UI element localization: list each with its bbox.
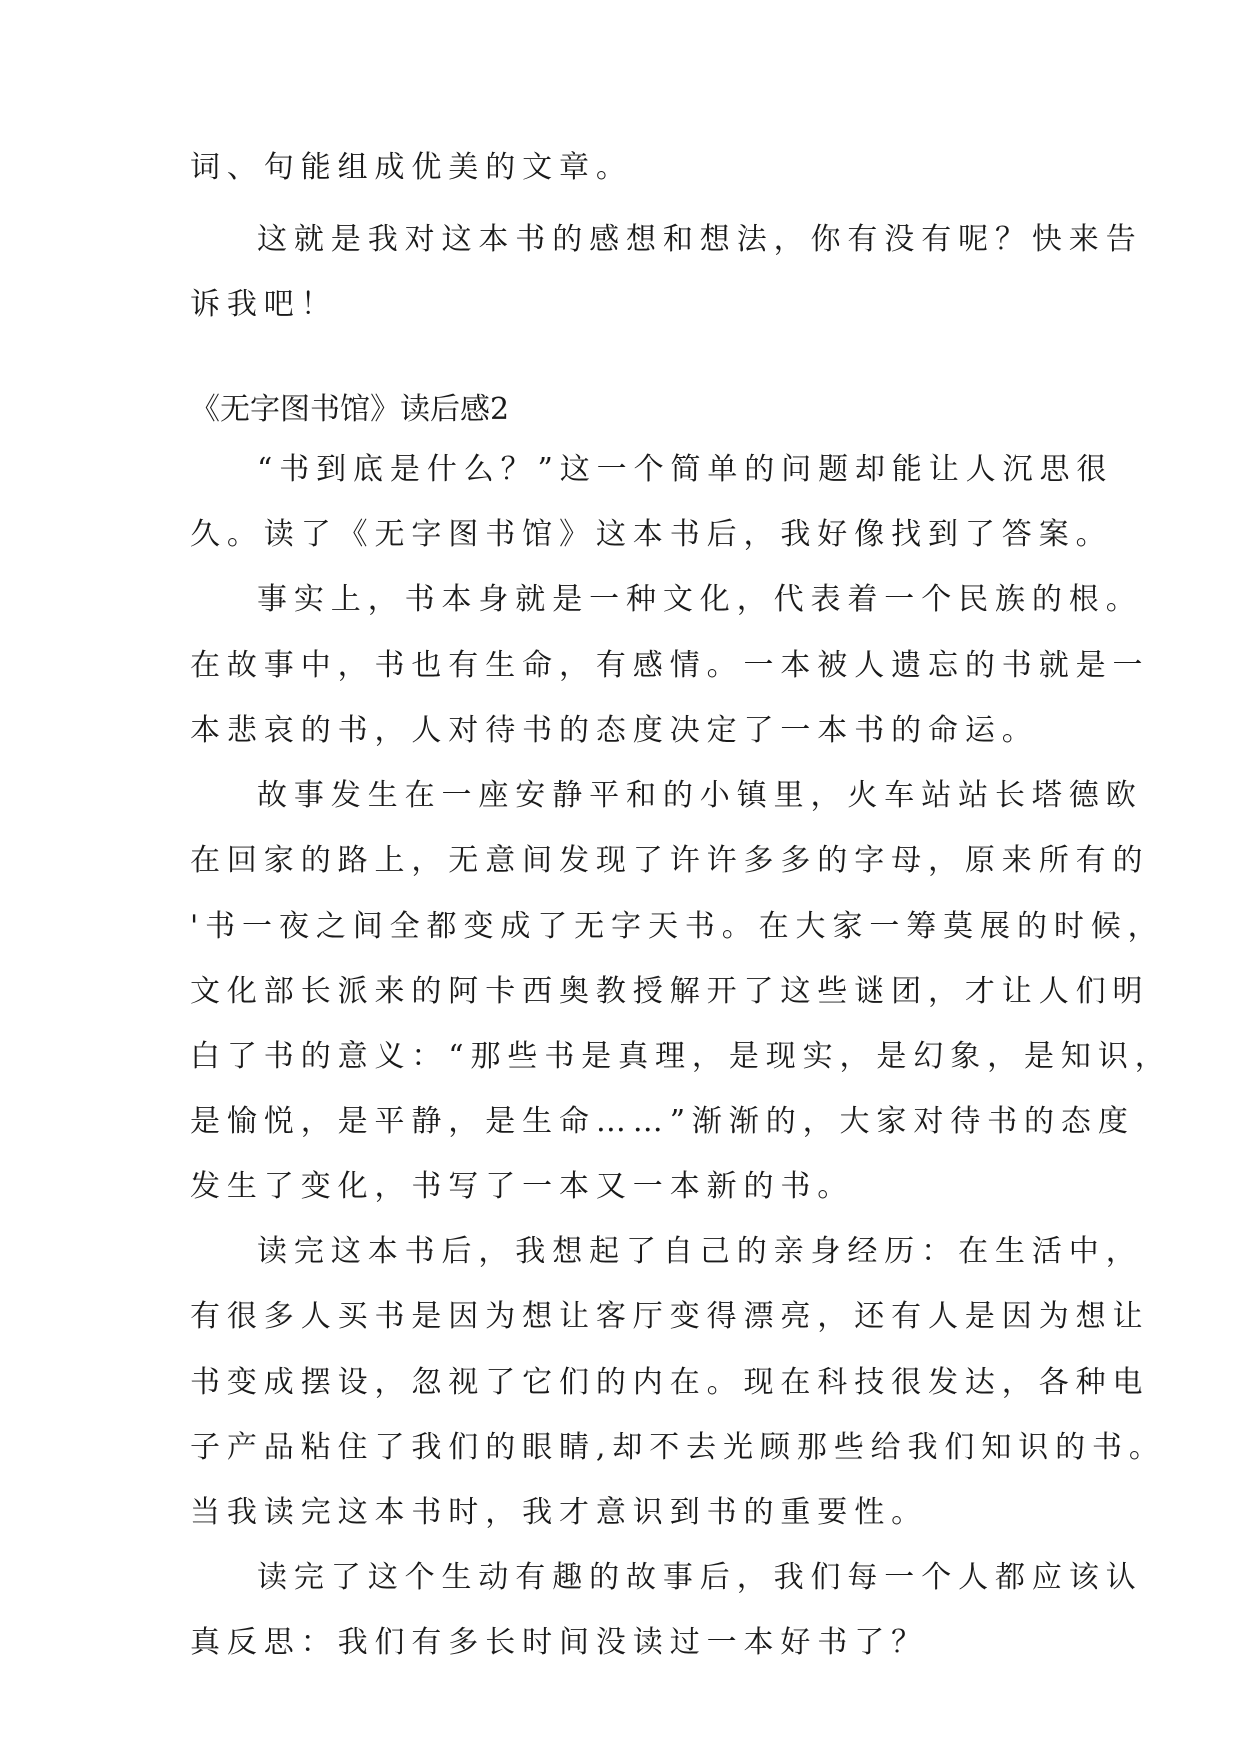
paragraph-line: 词、句能组成优美的文章。 xyxy=(190,150,633,185)
paragraph-line: 真反思：我们有多长时间没读过一本好书了？ xyxy=(190,1625,928,1660)
paragraph-line: 读完这本书后，我想起了自己的亲身经历：在生活中， xyxy=(257,1234,1143,1269)
section-heading: 《无字图书馆》读后感2 xyxy=(190,392,510,427)
paragraph-line: 当我读完这本书时，我才意识到书的重要性。 xyxy=(190,1495,928,1530)
paragraph-line: 在回家的路上，无意间发现了许许多多的字母，原来所有的 xyxy=(190,843,1150,878)
paragraph-line: 白了书的意义：“那些书是真理，是现实，是幻象，是知识， xyxy=(190,1039,1172,1074)
paragraph-line: 文化部长派来的阿卡西奥教授解开了这些谜团，才让人们明 xyxy=(190,974,1150,1009)
paragraph-line: 是愉悦，是平静，是生命……”渐渐的，大家对待书的态度 xyxy=(190,1104,1135,1139)
paragraph-line: 本悲哀的书，人对待书的态度决定了一本书的命运。 xyxy=(190,713,1039,748)
paragraph-line: 读完了这个生动有趣的故事后，我们每一个人都应该认 xyxy=(257,1560,1143,1595)
paragraph-line: 久。读了《无字图书馆》这本书后，我好像找到了答案。 xyxy=(190,517,1113,552)
paragraph-line: 书变成摆设，忽视了它们的内在。现在科技很发达，各种电 xyxy=(190,1365,1150,1400)
paragraph-line: “书到底是什么？”这一个简单的问题却能让人沉思很 xyxy=(257,452,1114,487)
paragraph-line: 子产品粘住了我们的眼睛,却不去光顾那些给我们知识的书。 xyxy=(190,1430,1166,1465)
paragraph-line: 故事发生在一座安静平和的小镇里，火车站站长塔德欧 xyxy=(257,778,1143,813)
paragraph-line: 事实上，书本身就是一种文化，代表着一个民族的根。 xyxy=(257,582,1143,617)
paragraph-line: 有很多人买书是因为想让客厅变得漂亮，还有人是因为想让 xyxy=(190,1299,1150,1334)
paragraph-line: 在故事中，书也有生命，有感情。一本被人遗忘的书就是一 xyxy=(190,648,1150,683)
paragraph-line: 发生了变化，书写了一本又一本新的书。 xyxy=(190,1169,855,1204)
paragraph-line: 诉我吧！ xyxy=(190,287,338,322)
paragraph-line: 这就是我对这本书的感想和想法，你有没有呢？快来告 xyxy=(257,222,1143,257)
paragraph-line: '书一夜之间全都变成了无字天书。在大家一筹莫展的时候， xyxy=(190,909,1165,944)
